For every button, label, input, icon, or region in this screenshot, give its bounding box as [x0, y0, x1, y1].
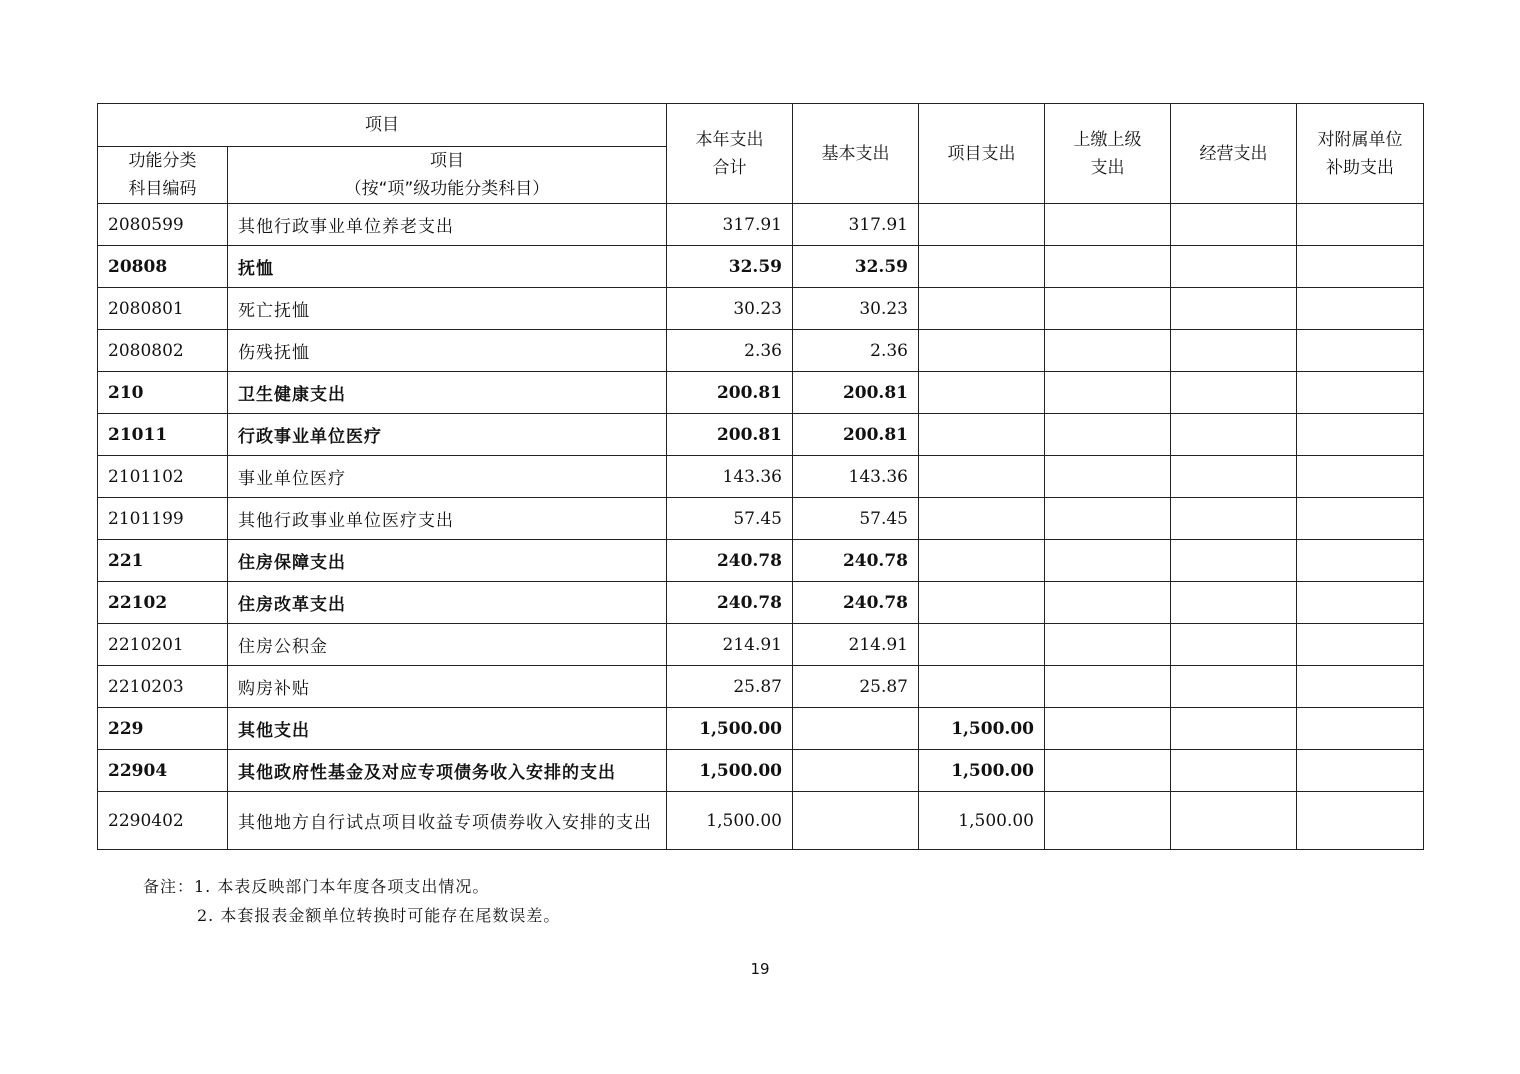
- row-operating: [1171, 372, 1297, 414]
- row-operating: [1171, 792, 1297, 850]
- row-basic: 2.36: [793, 330, 919, 372]
- row-total: 57.45: [667, 498, 793, 540]
- row-operating: [1171, 498, 1297, 540]
- header-code: 功能分类 科目编码: [98, 147, 228, 204]
- row-total: 240.78: [667, 582, 793, 624]
- note-line-2: 2. 本套报表金额单位转换时可能存在尾数误差。: [197, 906, 561, 925]
- row-project: [919, 204, 1045, 246]
- header-item-group: 项目: [98, 104, 667, 147]
- row-name: 事业单位医疗: [228, 456, 667, 498]
- header-remit: 上缴上级 支出: [1045, 104, 1171, 204]
- row-total: 2.36: [667, 330, 793, 372]
- row-operating: [1171, 204, 1297, 246]
- expenditure-table: [97, 103, 1424, 850]
- row-total: 200.81: [667, 414, 793, 456]
- row-remit: [1045, 456, 1171, 498]
- table-row: [98, 330, 1424, 372]
- page-number: 19: [750, 960, 770, 978]
- row-total: 25.87: [667, 666, 793, 708]
- row-subsidy: [1297, 498, 1424, 540]
- row-name: 购房补贴: [228, 666, 667, 708]
- row-basic: [793, 792, 919, 850]
- row-operating: [1171, 456, 1297, 498]
- row-operating: [1171, 246, 1297, 288]
- row-subsidy: [1297, 372, 1424, 414]
- row-remit: [1045, 288, 1171, 330]
- row-code: 2210201: [98, 624, 228, 666]
- table-row: [98, 540, 1424, 582]
- header-basic: 基本支出: [793, 104, 919, 204]
- row-project: [919, 330, 1045, 372]
- row-project: [919, 624, 1045, 666]
- row-code: 22904: [98, 750, 228, 792]
- row-name: 其他地方自行试点项目收益专项债券收入安排的支出: [228, 792, 667, 850]
- row-name: 卫生健康支出: [228, 372, 667, 414]
- row-name: 其他支出: [228, 708, 667, 750]
- row-code: 2210203: [98, 666, 228, 708]
- row-remit: [1045, 666, 1171, 708]
- row-name: 伤残抚恤: [228, 330, 667, 372]
- row-name: 其他政府性基金及对应专项债务收入安排的支出: [228, 750, 667, 792]
- row-subsidy: [1297, 582, 1424, 624]
- row-code: 2101102: [98, 456, 228, 498]
- row-basic: 32.59: [793, 246, 919, 288]
- row-total: 214.91: [667, 624, 793, 666]
- notes: [143, 872, 560, 930]
- row-remit: [1045, 204, 1171, 246]
- row-code: 2080801: [98, 288, 228, 330]
- row-project: [919, 456, 1045, 498]
- table-row: [98, 288, 1424, 330]
- row-remit: [1045, 582, 1171, 624]
- row-subsidy: [1297, 540, 1424, 582]
- row-name: 死亡抚恤: [228, 288, 667, 330]
- row-remit: [1045, 372, 1171, 414]
- row-basic: 240.78: [793, 582, 919, 624]
- row-code: 2080599: [98, 204, 228, 246]
- row-operating: [1171, 582, 1297, 624]
- row-project: 1,500.00: [919, 708, 1045, 750]
- row-project: [919, 288, 1045, 330]
- row-name: 住房保障支出: [228, 540, 667, 582]
- row-subsidy: [1297, 792, 1424, 850]
- note-line-1: 备注：1. 本表反映部门本年度各项支出情况。: [143, 877, 490, 896]
- row-subsidy: [1297, 624, 1424, 666]
- row-remit: [1045, 792, 1171, 850]
- table-row: [98, 456, 1424, 498]
- row-basic: [793, 750, 919, 792]
- row-subsidy: [1297, 288, 1424, 330]
- row-operating: [1171, 708, 1297, 750]
- row-remit: [1045, 540, 1171, 582]
- row-project: [919, 414, 1045, 456]
- row-name: 其他行政事业单位医疗支出: [228, 498, 667, 540]
- row-project: [919, 498, 1045, 540]
- row-remit: [1045, 498, 1171, 540]
- row-basic: 214.91: [793, 624, 919, 666]
- table-row: [98, 708, 1424, 750]
- row-name: 行政事业单位医疗: [228, 414, 667, 456]
- row-total: 1,500.00: [667, 792, 793, 850]
- row-basic: 25.87: [793, 666, 919, 708]
- row-operating: [1171, 540, 1297, 582]
- row-total: 240.78: [667, 540, 793, 582]
- row-remit: [1045, 330, 1171, 372]
- row-project: 1,500.00: [919, 750, 1045, 792]
- table-row: [98, 624, 1424, 666]
- table-row: [98, 204, 1424, 246]
- table-row: [98, 372, 1424, 414]
- row-name: 抚恤: [228, 246, 667, 288]
- header-total: 本年支出 合计: [667, 104, 793, 204]
- row-basic: 57.45: [793, 498, 919, 540]
- row-operating: [1171, 624, 1297, 666]
- row-project: [919, 666, 1045, 708]
- row-basic: 30.23: [793, 288, 919, 330]
- header-name: 项目 （按“项”级功能分类科目）: [228, 147, 667, 204]
- table-row: [98, 414, 1424, 456]
- row-operating: [1171, 666, 1297, 708]
- row-project: 1,500.00: [919, 792, 1045, 850]
- row-project: [919, 582, 1045, 624]
- row-remit: [1045, 414, 1171, 456]
- row-basic: 317.91: [793, 204, 919, 246]
- row-subsidy: [1297, 708, 1424, 750]
- row-code: 2101199: [98, 498, 228, 540]
- row-basic: [793, 708, 919, 750]
- row-subsidy: [1297, 246, 1424, 288]
- row-operating: [1171, 330, 1297, 372]
- row-subsidy: [1297, 456, 1424, 498]
- row-code: 22102: [98, 582, 228, 624]
- header-project: 项目支出: [919, 104, 1045, 204]
- row-subsidy: [1297, 414, 1424, 456]
- row-project: [919, 372, 1045, 414]
- row-remit: [1045, 624, 1171, 666]
- row-code: 229: [98, 708, 228, 750]
- row-operating: [1171, 414, 1297, 456]
- row-project: [919, 540, 1045, 582]
- row-remit: [1045, 750, 1171, 792]
- row-remit: [1045, 246, 1171, 288]
- row-code: 210: [98, 372, 228, 414]
- row-basic: 200.81: [793, 414, 919, 456]
- row-operating: [1171, 750, 1297, 792]
- header-operating: 经营支出: [1171, 104, 1297, 204]
- row-name: 住房改革支出: [228, 582, 667, 624]
- row-total: 200.81: [667, 372, 793, 414]
- table-row: [98, 792, 1424, 850]
- row-code: 21011: [98, 414, 228, 456]
- row-code: 221: [98, 540, 228, 582]
- row-subsidy: [1297, 666, 1424, 708]
- row-code: 2290402: [98, 792, 228, 850]
- row-operating: [1171, 288, 1297, 330]
- row-name: 住房公积金: [228, 624, 667, 666]
- row-total: 30.23: [667, 288, 793, 330]
- row-name: 其他行政事业单位养老支出: [228, 204, 667, 246]
- row-basic: 240.78: [793, 540, 919, 582]
- row-subsidy: [1297, 750, 1424, 792]
- row-basic: 200.81: [793, 372, 919, 414]
- row-total: 32.59: [667, 246, 793, 288]
- table-row: [98, 498, 1424, 540]
- header-subsidy: 对附属单位 补助支出: [1297, 104, 1424, 204]
- row-subsidy: [1297, 204, 1424, 246]
- row-project: [919, 246, 1045, 288]
- table-row: [98, 246, 1424, 288]
- row-total: 143.36: [667, 456, 793, 498]
- table-row: [98, 666, 1424, 708]
- row-basic: 143.36: [793, 456, 919, 498]
- row-subsidy: [1297, 330, 1424, 372]
- row-remit: [1045, 708, 1171, 750]
- row-code: 2080802: [98, 330, 228, 372]
- table-row: [98, 750, 1424, 792]
- row-total: 317.91: [667, 204, 793, 246]
- table-body: [98, 204, 1424, 850]
- row-total: 1,500.00: [667, 708, 793, 750]
- row-total: 1,500.00: [667, 750, 793, 792]
- row-code: 20808: [98, 246, 228, 288]
- table-row: [98, 582, 1424, 624]
